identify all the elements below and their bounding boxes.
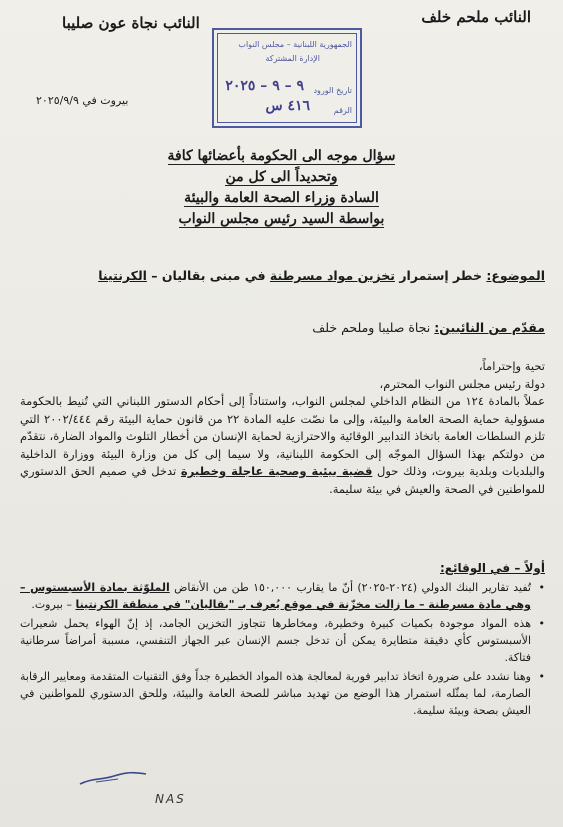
mp-name-right: النائب ملحم خلف xyxy=(421,8,531,26)
paragraph-end: تدخل في صميم الحق الدستوري للمواطنين في الصحة والعيش في بيئة سليمة. xyxy=(20,464,545,496)
addressee: دولة رئيس مجلس النواب المحترم، xyxy=(379,376,545,391)
fact1-bold: الملوّثة بمادة الأسبستوس – وهي مادة مسرطنة – ما زالت مخزّنة في موقع يُعرف بـ "بقاليان" في منطقة الكرنتينا xyxy=(20,581,531,611)
subject-text-end: الكرنتينا xyxy=(98,268,147,283)
document-date: بيروت في ٢٠٢٥/٩/٩ xyxy=(36,94,129,107)
letter-body xyxy=(20,358,545,498)
main-paragraph xyxy=(20,393,545,498)
heading-line2: وتحديداً الى كل من xyxy=(225,169,338,185)
fact-item-3: • وهنا نشدد على ضرورة اتخاذ تدابير فورية لمعالجة هذه المواد الخطيرة جداً وفق التقنيات المتقدمة ومعايير الرقابة الصارمة، لما يمثّله استمرار هذا الوضع من تهديد مباشر للصحة العامة والبيئة، وللحق الدستوري للمواطنين في العيش بصحة وبيئة سليمة. xyxy=(20,668,545,719)
signature-scribble xyxy=(78,768,148,788)
signature-initials: NAS xyxy=(155,792,186,806)
paragraph-text: عملاً بالمادة ١٢٤ من النظام الداخلي لمجلس النواب، واستناداً إلى أحكام الدستور اللبناني التي تُنيط بالحكومة مسؤولية حماية الصحة العامة والبيئة، وإلى ما نصّت عليه المادة ٢٢ من قانون حماية البيئة رقم ٢٠٠٢/٤٤٤ التي تلزم السلطات العامة باتخاذ التدابير الوقائية والاحترازية لحماية الإنسان من أخطار التلوث والمواد الضارة، نتقدّم من دولتكم بهذا السؤال الموجّه إلى الحكومة اللبنانية، ولا سيما إلى كل من وزارة البيئة ووزارة الداخلية والبلديات وبلدية بيروت، وذلك حول xyxy=(20,394,545,478)
submitted-by-label: مقدّم من النائبين: xyxy=(434,320,545,335)
greeting: تحية وإحتراماً، xyxy=(478,359,545,373)
stamp-date-label: تاريخ الورود xyxy=(313,86,352,95)
subject-text-after: في مبنى بقاليان – xyxy=(146,268,270,283)
mp-name-left: النائب نجاة عون صليبا xyxy=(62,14,200,32)
subject-label: الموضوع: xyxy=(486,268,545,283)
paragraph-bold: قضية بيئية وصحية عاجلة وخطيرة xyxy=(180,464,373,478)
stamp-line1: الجمهورية اللبنانية – مجلس النواب xyxy=(238,40,352,49)
heading-line4: بواسطة السيد رئيس مجلس النواب xyxy=(178,211,385,227)
fact1-end: – بيروت. xyxy=(31,598,76,611)
fact1-text: تُفيد تقارير البنك الدولي (٢٠٢٤-٢٠٢٥) أنّ ما يقارب ١٥٠,٠٠٠ طن من الأنقاض xyxy=(169,581,531,594)
facts-section xyxy=(20,560,545,721)
subject-text: خطر إستمرار xyxy=(395,268,487,283)
question-heading xyxy=(0,146,563,230)
submitted-by xyxy=(312,320,545,335)
parliament-stamp xyxy=(212,28,362,128)
fact-item-1 xyxy=(20,579,545,613)
heading-line3: السادة وزراء الصحة العامة والبيئة xyxy=(184,190,379,206)
stamp-line2: الإدارة المشتركة xyxy=(265,54,320,63)
subject-text-underlined: تخزين مواد مسرطنة xyxy=(269,268,395,283)
stamp-number-label: الرقم xyxy=(333,106,352,115)
stamp-date-value: ٩ – ٩ – ٢٠٢٥ xyxy=(225,78,304,94)
fact-item-2: • هذه المواد موجودة بكميات كبيرة وخطيرة، ومخاطرها تتجاوز التخزين الجامد، إذ إنّ الهواء يحمل شعيرات الأسبستوس كأي دقيقة متطايرة يمكن أن تدخل جسم الإنسان عبر الجهاز التنفسي، مسببة أمراضاً سرطانية فتاكة. xyxy=(20,615,545,666)
stamp-number-value: ٤١٦ س xyxy=(265,98,310,114)
facts-title: أولاً – في الوقائع: xyxy=(439,561,545,575)
subject-line xyxy=(20,268,545,283)
submitted-by-names: نجاة صليبا وملحم خلف xyxy=(312,320,435,335)
heading-line1: سؤال موجه الى الحكومة بأعضائها كافة xyxy=(167,148,396,164)
